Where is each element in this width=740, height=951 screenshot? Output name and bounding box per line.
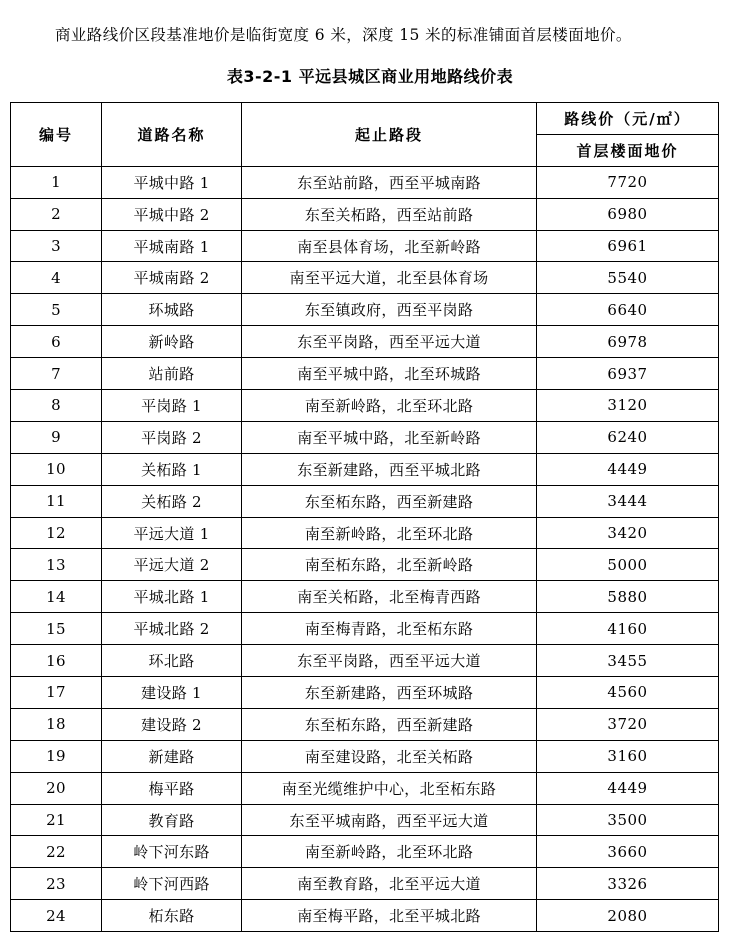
table-row <box>11 772 719 804</box>
header-road-name: 道路名称 <box>102 103 242 167</box>
table-row <box>11 166 719 198</box>
cell-price: 5880 <box>537 581 719 613</box>
cell-road-name: 平城北路 1 <box>102 581 242 613</box>
cell-no: 12 <box>11 517 102 549</box>
table-row <box>11 613 719 645</box>
cell-segment: 东至镇政府，西至平岗路 <box>242 294 537 326</box>
cell-road-name: 平岗路 2 <box>102 421 242 453</box>
cell-price: 6961 <box>537 230 719 262</box>
cell-no: 22 <box>11 836 102 868</box>
cell-no: 17 <box>11 677 102 709</box>
cell-price: 2080 <box>537 900 719 932</box>
cell-segment: 南至平城中路，北至新岭路 <box>242 421 537 453</box>
cell-segment: 东至平岗路，西至平远大道 <box>242 645 537 677</box>
cell-price: 4449 <box>537 772 719 804</box>
cell-segment: 东至新建路，西至环城路 <box>242 677 537 709</box>
table-row <box>11 708 719 740</box>
cell-price: 6937 <box>537 358 719 390</box>
header-segment: 起止路段 <box>242 103 537 167</box>
cell-price: 3326 <box>537 868 719 900</box>
table-header <box>11 103 719 167</box>
cell-no: 9 <box>11 421 102 453</box>
cell-price: 5000 <box>537 549 719 581</box>
table-row <box>11 390 719 422</box>
cell-price: 3500 <box>537 804 719 836</box>
cell-road-name: 环城路 <box>102 294 242 326</box>
cell-price: 7720 <box>537 166 719 198</box>
cell-no: 15 <box>11 613 102 645</box>
cell-road-name: 新岭路 <box>102 326 242 358</box>
cell-segment: 南至梅青路，北至柘东路 <box>242 613 537 645</box>
road-price-table <box>10 102 719 932</box>
table-row <box>11 326 719 358</box>
cell-price: 6980 <box>537 198 719 230</box>
table-row <box>11 677 719 709</box>
cell-segment: 南至新岭路，北至环北路 <box>242 390 537 422</box>
cell-road-name: 平城南路 1 <box>102 230 242 262</box>
table-row <box>11 358 719 390</box>
cell-no: 3 <box>11 230 102 262</box>
cell-road-name: 平岗路 1 <box>102 390 242 422</box>
table-row <box>11 421 719 453</box>
cell-no: 20 <box>11 772 102 804</box>
cell-segment: 南至平城中路，北至环城路 <box>242 358 537 390</box>
cell-road-name: 平远大道 2 <box>102 549 242 581</box>
cell-segment: 南至光缆维护中心，北至柘东路 <box>242 772 537 804</box>
cell-price: 6640 <box>537 294 719 326</box>
cell-segment: 南至县体育场，北至新岭路 <box>242 230 537 262</box>
table-row <box>11 900 719 932</box>
cell-road-name: 平远大道 1 <box>102 517 242 549</box>
cell-segment: 南至柘东路，北至新岭路 <box>242 549 537 581</box>
cell-price: 3720 <box>537 708 719 740</box>
cell-no: 10 <box>11 453 102 485</box>
table-row <box>11 453 719 485</box>
header-no: 编号 <box>11 103 102 167</box>
cell-segment: 南至梅平路，北至平城北路 <box>242 900 537 932</box>
cell-road-name: 平城北路 2 <box>102 613 242 645</box>
cell-no: 13 <box>11 549 102 581</box>
cell-road-name: 教育路 <box>102 804 242 836</box>
cell-price: 3455 <box>537 645 719 677</box>
cell-price: 3420 <box>537 517 719 549</box>
table-row <box>11 645 719 677</box>
header-row-top <box>11 103 719 135</box>
cell-segment: 南至平远大道，北至县体育场 <box>242 262 537 294</box>
cell-road-name: 平城南路 2 <box>102 262 242 294</box>
cell-segment: 东至平岗路，西至平远大道 <box>242 326 537 358</box>
cell-no: 21 <box>11 804 102 836</box>
table-row <box>11 740 719 772</box>
cell-segment: 东至柘东路，西至新建路 <box>242 708 537 740</box>
cell-no: 8 <box>11 390 102 422</box>
cell-road-name: 岭下河东路 <box>102 836 242 868</box>
cell-road-name: 环北路 <box>102 645 242 677</box>
cell-segment: 南至关柘路，北至梅青西路 <box>242 581 537 613</box>
cell-road-name: 梅平路 <box>102 772 242 804</box>
cell-road-name: 柘东路 <box>102 900 242 932</box>
cell-no: 19 <box>11 740 102 772</box>
cell-road-name: 关柘路 1 <box>102 453 242 485</box>
cell-no: 1 <box>11 166 102 198</box>
cell-price: 4560 <box>537 677 719 709</box>
cell-no: 18 <box>11 708 102 740</box>
cell-road-name: 新建路 <box>102 740 242 772</box>
table-row <box>11 549 719 581</box>
cell-no: 16 <box>11 645 102 677</box>
cell-price: 6240 <box>537 421 719 453</box>
cell-segment: 东至关柘路，西至站前路 <box>242 198 537 230</box>
cell-price: 3120 <box>537 390 719 422</box>
intro-paragraph: 商业路线价区段基准地价是临街宽度 6 米，深度 15 米的标准铺面首层楼面地价。 <box>55 25 632 44</box>
cell-segment: 南至教育路，北至平远大道 <box>242 868 537 900</box>
cell-no: 4 <box>11 262 102 294</box>
cell-price: 3444 <box>537 485 719 517</box>
table-row <box>11 836 719 868</box>
table-row <box>11 517 719 549</box>
table-row <box>11 485 719 517</box>
table-caption: 表3-2-1 平远县城区商业用地路线价表 <box>226 67 514 86</box>
cell-no: 24 <box>11 900 102 932</box>
cell-segment: 东至新建路，西至平城北路 <box>242 453 537 485</box>
table-row <box>11 262 719 294</box>
cell-no: 2 <box>11 198 102 230</box>
cell-road-name: 建设路 2 <box>102 708 242 740</box>
cell-price: 3160 <box>537 740 719 772</box>
cell-no: 14 <box>11 581 102 613</box>
cell-price: 4160 <box>537 613 719 645</box>
cell-segment: 南至新岭路，北至环北路 <box>242 836 537 868</box>
cell-no: 23 <box>11 868 102 900</box>
cell-price: 3660 <box>537 836 719 868</box>
header-price-subtitle: 首层楼面地价 <box>537 134 719 166</box>
cell-road-name: 站前路 <box>102 358 242 390</box>
cell-segment: 东至站前路，西至平城南路 <box>242 166 537 198</box>
table-row <box>11 198 719 230</box>
table-row <box>11 581 719 613</box>
table-row <box>11 294 719 326</box>
cell-price: 5540 <box>537 262 719 294</box>
cell-no: 5 <box>11 294 102 326</box>
cell-road-name: 建设路 1 <box>102 677 242 709</box>
table-body <box>11 166 719 931</box>
table-row <box>11 230 719 262</box>
cell-road-name: 平城中路 2 <box>102 198 242 230</box>
cell-no: 7 <box>11 358 102 390</box>
cell-road-name: 岭下河西路 <box>102 868 242 900</box>
cell-segment: 东至柘东路，西至新建路 <box>242 485 537 517</box>
cell-price: 6978 <box>537 326 719 358</box>
cell-road-name: 关柘路 2 <box>102 485 242 517</box>
cell-segment: 南至建设路，北至关柘路 <box>242 740 537 772</box>
cell-no: 11 <box>11 485 102 517</box>
header-price: 路线价（元/㎡） <box>537 103 719 135</box>
cell-segment: 东至平城南路，西至平远大道 <box>242 804 537 836</box>
cell-no: 6 <box>11 326 102 358</box>
table-row <box>11 804 719 836</box>
table-row <box>11 868 719 900</box>
cell-segment: 南至新岭路，北至环北路 <box>242 517 537 549</box>
cell-road-name: 平城中路 1 <box>102 166 242 198</box>
cell-price: 4449 <box>537 453 719 485</box>
